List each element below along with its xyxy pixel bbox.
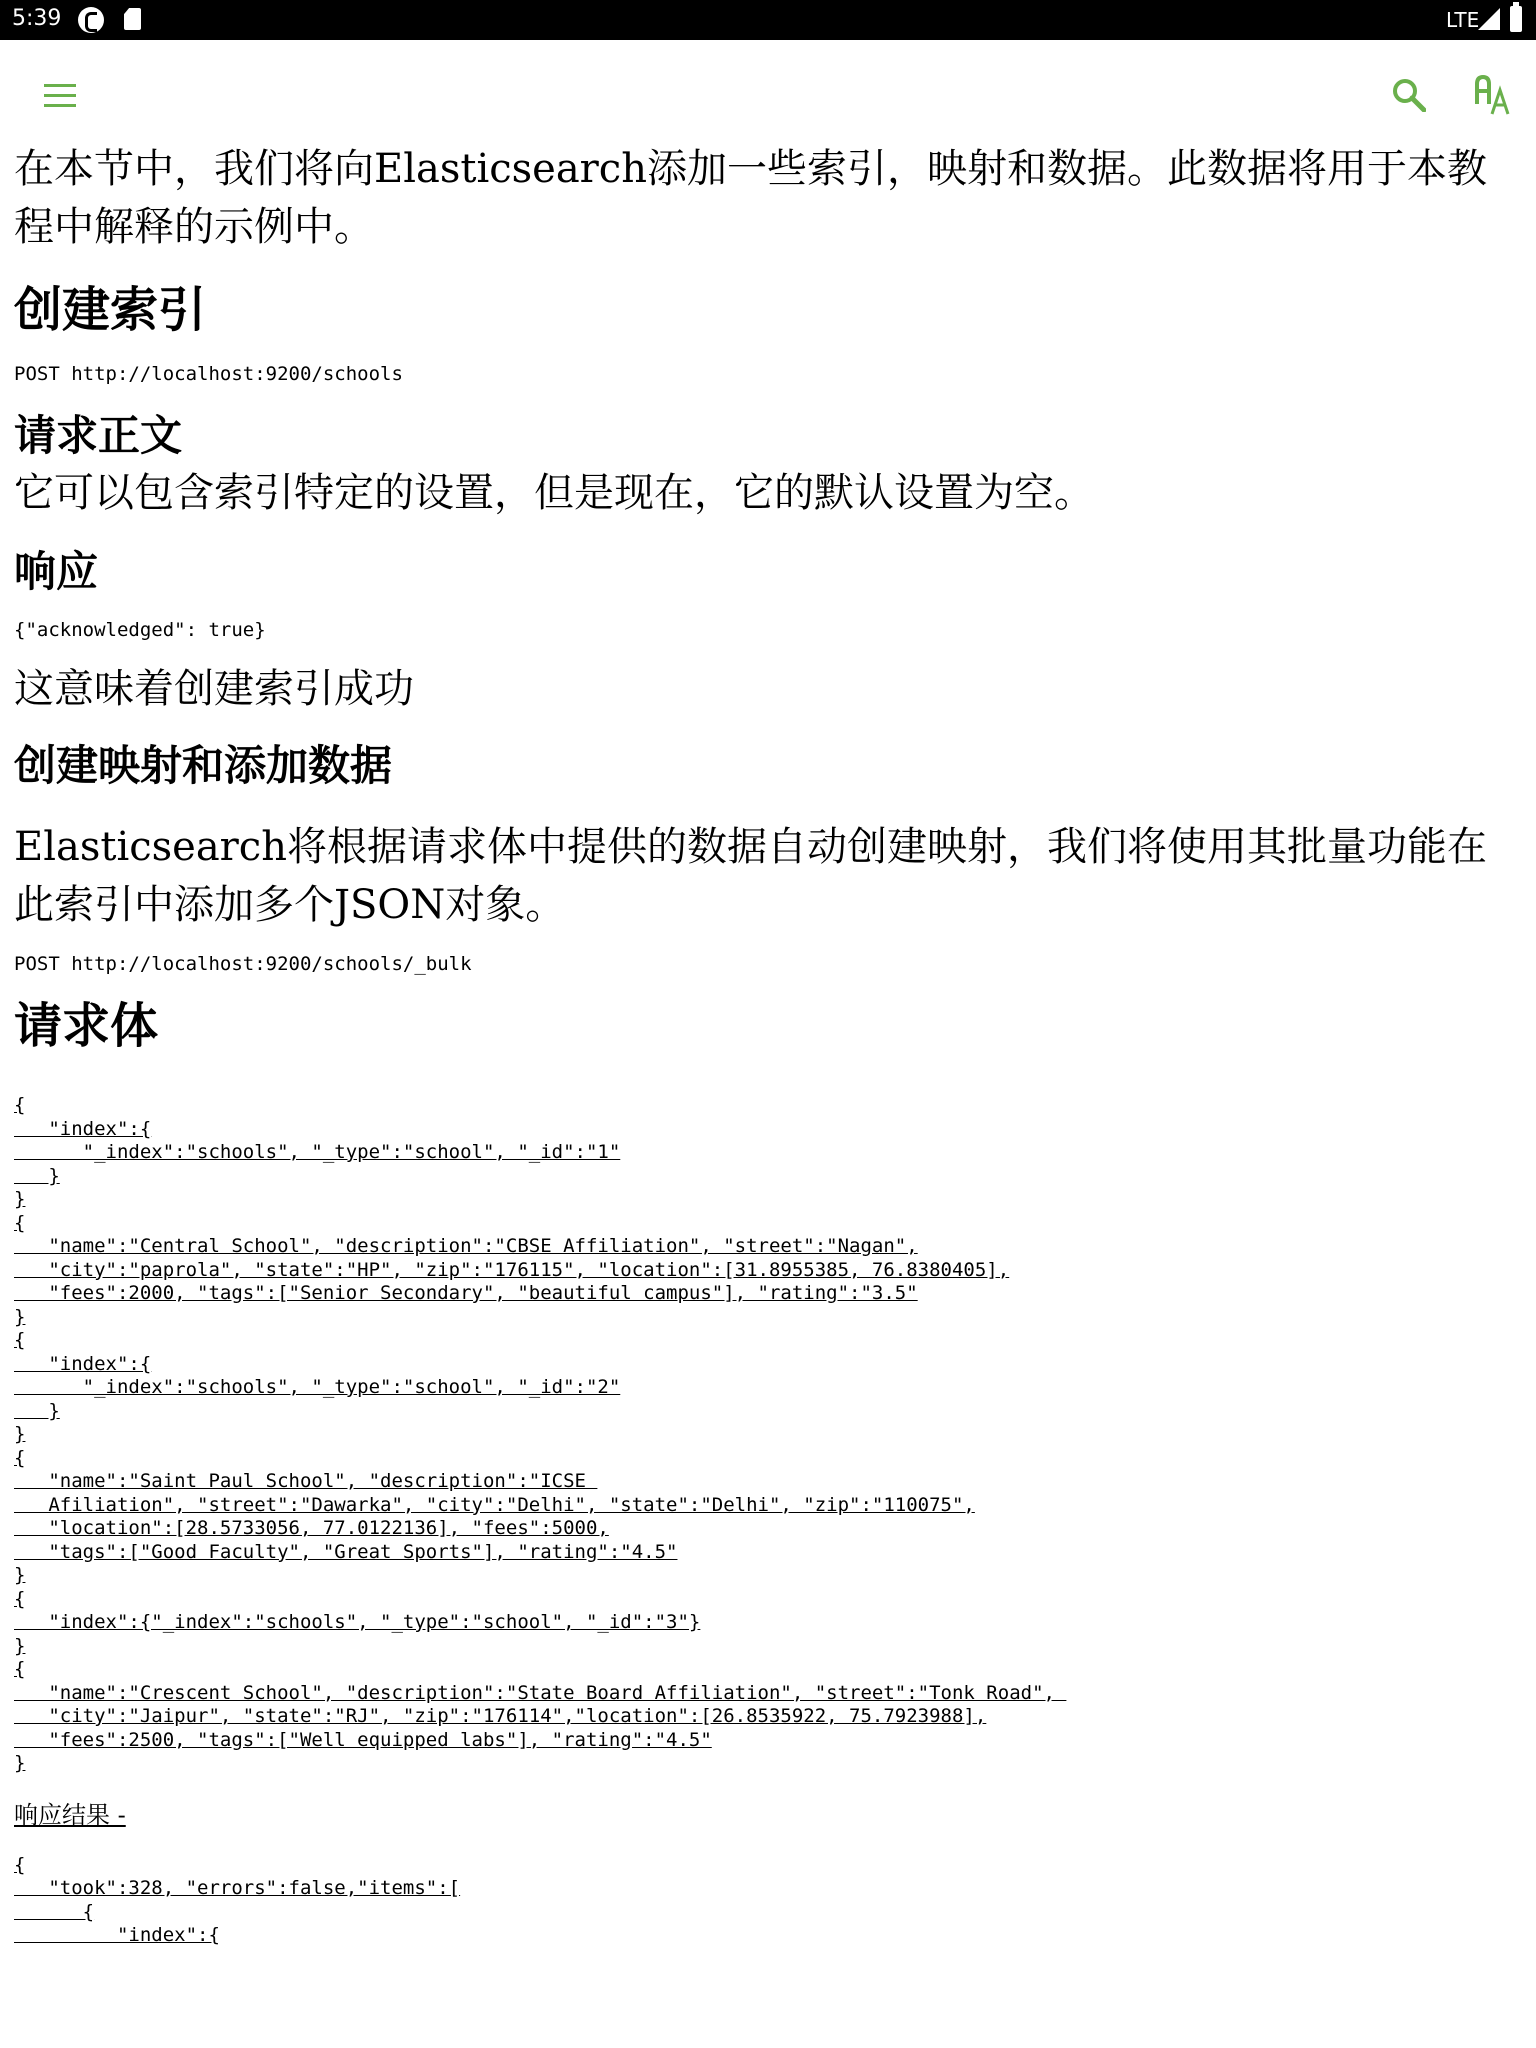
response-heading: 响应	[14, 547, 99, 596]
mapping-heading: 创建映射和添加数据	[14, 741, 393, 790]
bulk-request-body: { "index":{ "_index":"schools", "_type":"school", "_id":"1" } } { "name":"Central School", "description":"CBSE Affiliation", "street":"Nagan", "city":"paprola", "state":"HP", "zip":"176115", "location":[31.8955385, 76.8380405], "fees":2000, "tags":["Senior Secondary", "beautiful campus"], "rating":"3.5" } { "index":{ "_index":"schools", "_type":"school", "_id":"2" } } { "name":"Saint Paul School", "description":"ICSE Afiliation", "street":"Dawarka", "city":"Delhi", "state":"Delhi", "zip":"110075", "location":[28.5733056, 77.0122136], "fees":5000, "tags":["Good Faculty", "Great Sports"], "rating":"4.5" } { "index":{"_index":"schools", "_type":"school", "_id":"3"} } { "name":"Crescent School", "description":"State Board Affiliation", "street":"Tonk Road", "city":"Jaipur", "state":"RJ", "zip":"176114","location":[26.8535922, 75.7923988], "fees":2500, "tags":["Well equipped labs"], "rating":"4.5" }	[14, 1094, 1055, 1774]
create-index-request: POST http://localhost:9200/schools	[14, 363, 403, 385]
response-result-heading: 响应结果 -	[14, 1800, 126, 1829]
sd-card-icon	[124, 8, 141, 30]
app-toolbar	[0, 40, 1536, 150]
success-text: 这意味着创建索引成功	[14, 666, 414, 712]
search-icon[interactable]	[1392, 78, 1426, 112]
request-body-text: 它可以包含索引特定的设置，但是现在，它的默认设置为空。	[14, 470, 1094, 516]
menu-icon[interactable]	[44, 84, 76, 108]
create-index-heading: 创建索引	[14, 282, 207, 338]
signal-icon	[1478, 8, 1500, 30]
status-bar	[0, 0, 1536, 40]
request-body-heading-2: 请求体	[14, 998, 159, 1054]
article-content	[14, 140, 1524, 1948]
bulk-request: POST http://localhost:9200/schools/_bulk	[14, 953, 472, 975]
font-size-icon[interactable]	[1474, 74, 1512, 116]
status-time: 5:39	[12, 6, 62, 31]
response-result-body: { "took":328, "errors":false,"items":[ { "index":{	[14, 1853, 461, 1946]
network-type: LTE	[1446, 8, 1480, 32]
request-body-heading: 请求正文	[14, 411, 183, 460]
battery-icon	[1510, 6, 1522, 32]
app-notification-icon	[78, 7, 104, 33]
mapping-paragraph: Elasticsearch将根据请求体中提供的数据自动创建映射，我们将使用其批量功能在此索引中添加多个JSON对象。	[14, 824, 1487, 928]
intro-paragraph: 在本节中，我们将向Elasticsearch添加一些索引，映射和数据。此数据将用于本教程中解释的示例中。	[14, 146, 1487, 250]
response-code: {"acknowledged": true}	[14, 619, 266, 641]
